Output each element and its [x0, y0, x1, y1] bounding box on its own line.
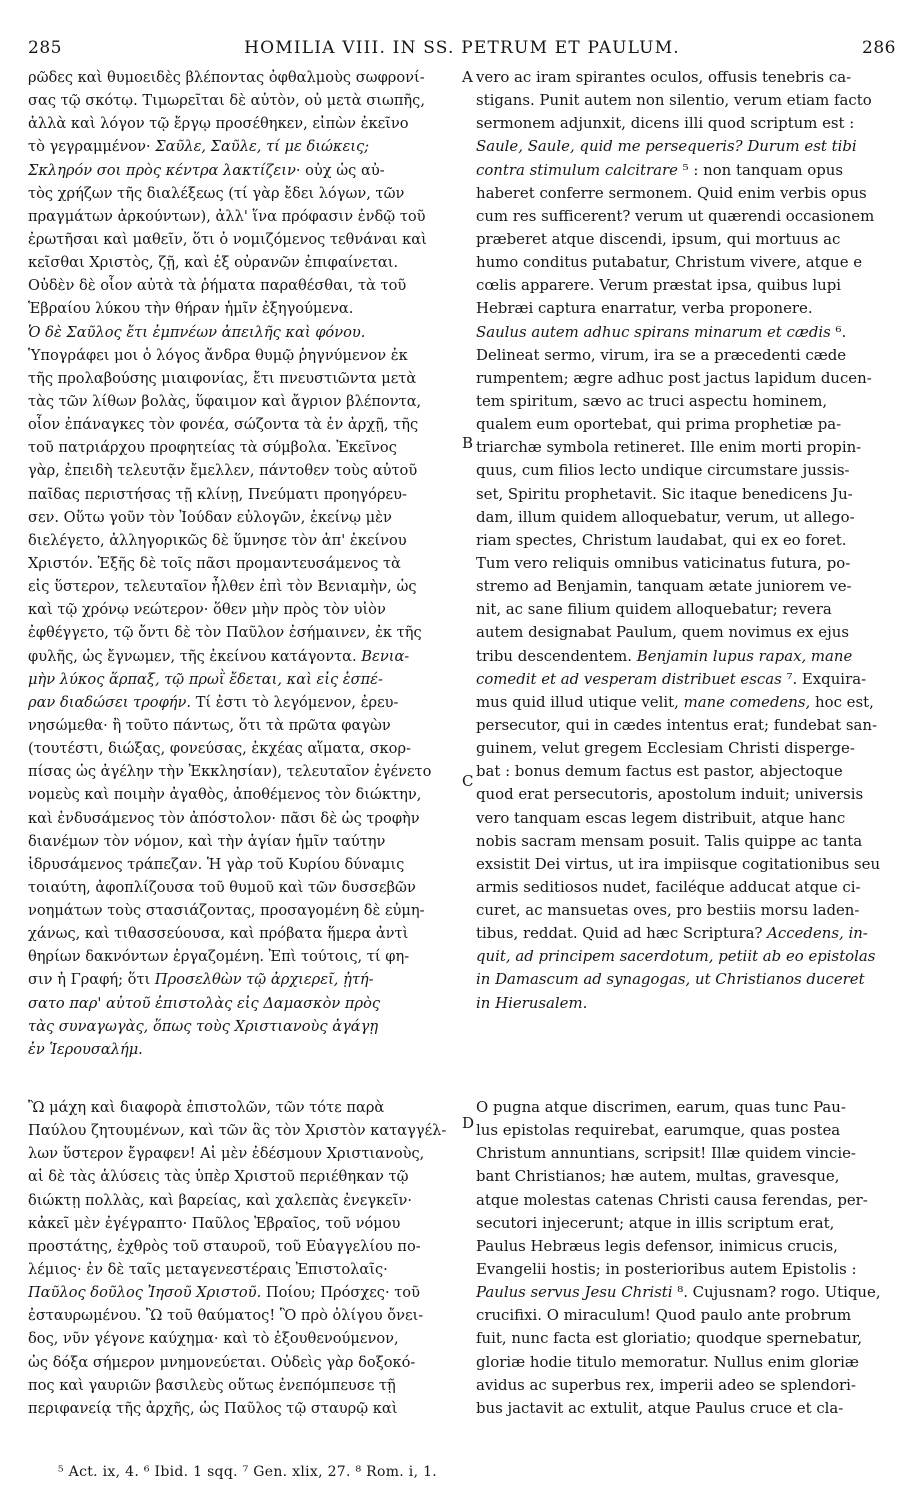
- text-line: [476, 552, 900, 575]
- italic-text: Paulus servus Jesu Christi: [476, 1283, 673, 1302]
- italic-text: σατο παρ' αὐτοῦ ἐπιστολὰς εἰς Δαμασκὸν πρὸς: [28, 994, 381, 1012]
- text-line: [28, 483, 468, 506]
- text-line: [476, 783, 900, 806]
- plain-text: κἀκεῖ μὲν ἐγέγραπτο· Παῦλος Ἑβραῖος, τοῦ νόμου: [28, 1214, 401, 1232]
- plain-text: qualem eum oportebat, qui prima prophetiæ pa-: [476, 415, 842, 434]
- text-line: [476, 1374, 900, 1397]
- plain-text: curet, ac mansuetas oves, pro bestiis morsu laden-: [476, 901, 860, 920]
- text-line: [28, 274, 468, 297]
- text-line: [28, 205, 468, 228]
- plain-text: stremo ad Benjamin, tanquam ætate juniorem ve-: [476, 577, 852, 596]
- text-line: [476, 853, 900, 876]
- text-line: [476, 1281, 900, 1304]
- text-line: [476, 760, 900, 783]
- text-line: [28, 668, 468, 691]
- text-line: [28, 1327, 468, 1350]
- text-line: [476, 135, 900, 158]
- plain-text: ⁶.: [830, 322, 847, 341]
- text-line: [28, 459, 468, 482]
- plain-text: præberet atque discendi, ipsum, qui mortuus ac: [476, 229, 841, 248]
- text-line: [476, 807, 900, 830]
- text-line: [28, 575, 468, 598]
- plain-text: σιν ἡ Γραφή; ὅτι: [28, 971, 155, 989]
- text-line: [28, 945, 468, 968]
- text-line: [28, 1096, 468, 1119]
- plain-text: δος, νῦν γέγονε καύχημα· καὶ τὸ ἐξουθενούμενον,: [28, 1330, 399, 1348]
- plain-text: σας τῷ σκότῳ. Τιμωρεῖται δὲ αὐτὸν, οὐ μετὰ σιωπῆς,: [28, 92, 425, 110]
- text-line: [28, 182, 468, 205]
- plain-text: tibus, reddat. Quid ad hæc Scriptura?: [476, 924, 768, 943]
- plain-text: armis seditiosos nudet, faciléque adducat atque ci-: [476, 877, 861, 896]
- text-line: [476, 159, 900, 182]
- italic-text: comedit et ad vesperam distribuet escas: [476, 669, 782, 688]
- text-line: [28, 1281, 468, 1304]
- text-line: [28, 251, 468, 274]
- text-line: [28, 159, 468, 182]
- plain-text: γὰρ, ἐπειδὴ τελευτᾷν ἔμελλεν, πάντοθεν τοὺς αὐτοῦ: [28, 462, 418, 480]
- text-line: [476, 1212, 900, 1235]
- plain-text: O pugna atque discrimen, earum, quas tunc Pau-: [476, 1098, 846, 1116]
- plain-text: ἀλλὰ καὶ λόγον τῷ ἔργῳ προσέθηκεν, εἰπὼν ἐκεῖνο: [28, 115, 409, 133]
- plain-text: hoc est,: [810, 692, 874, 711]
- text-line: [28, 760, 468, 783]
- plain-text: θηρίων δακνόντων ἐργαζομένη. Ἐπὶ τούτοις, τί φη-: [28, 948, 410, 966]
- plain-text: τοῦ πατριάρχου προφητείας τὰ σύμβολα. Ἐκεῖνος: [28, 439, 397, 457]
- text-line: [28, 1212, 468, 1235]
- margin-marker-c: C: [462, 772, 474, 790]
- text-line: [476, 483, 900, 506]
- text-line: [28, 321, 468, 344]
- text-line: [476, 274, 900, 297]
- text-line: [28, 598, 468, 621]
- text-line: [476, 251, 900, 274]
- plain-text: τὸ γεγραμμένον·: [28, 138, 156, 156]
- italic-text: in Hierusalem.: [476, 993, 588, 1012]
- plain-text: πος καὶ γαυριῶν βασιλεὺς οὕτως ἐνεπόμπευσε τῇ: [28, 1376, 396, 1394]
- text-line: [476, 830, 900, 853]
- italic-text: Προσελθὼν τῷ ἀρχιερεῖ, ᾐτή-: [154, 971, 374, 989]
- text-line: [28, 1258, 468, 1281]
- text-line: [476, 1258, 900, 1281]
- plain-text: ⁵ : non tanquam opus: [677, 160, 844, 179]
- plain-text: bat : bonus demum factus est pastor, abjectoque: [476, 762, 843, 781]
- text-line: [476, 899, 900, 922]
- text-line: [28, 691, 468, 714]
- plain-text: οἷον ἐπάναγκες τὸν φονέα, σώζοντα τὰ ἐν ἀρχῇ, τῆς: [28, 416, 419, 434]
- italic-text: Benjamin lupus rapax, mane: [636, 646, 853, 665]
- plain-text: διελέγετο, ἀλληγορικῶς δὲ ὕμνησε τὸν ἀπ' ἐκείνου: [28, 531, 407, 549]
- italic-text: Ὁ δὲ Σαῦλος ἔτι ἐμπνέων ἀπειλῆς καὶ φόνου.: [28, 323, 366, 341]
- text-line: [476, 1235, 900, 1258]
- plain-text: λων ὕστερον ἔγραφεν! Αἱ μὲν ἐδέσμουν Χριστιανοὺς,: [28, 1145, 425, 1163]
- text-line: [476, 876, 900, 899]
- text-line: [476, 691, 900, 714]
- plain-text: Tum vero reliquis omnibus vaticinatus futura, po-: [476, 553, 851, 572]
- text-line: [28, 1374, 468, 1397]
- plain-text: bus jactavit ac extulit, atque Paulus cruce et cla-: [476, 1398, 844, 1417]
- plain-text: nobis sacram mensam posuit. Talis quippe ac tanta: [476, 831, 863, 850]
- text-line: [28, 876, 468, 899]
- text-line: [28, 1038, 468, 1061]
- plain-text: καὶ τῷ χρόνῳ νεώτερον· ὅθεν μὴν πρὸς τὸν υἱὸν: [28, 601, 386, 619]
- plain-text: Ἑβραίου λύκου τὴν θήραν ἡμῖν ἐξηγούμενα.: [28, 300, 354, 318]
- plain-text: ⁷. Exquira-: [781, 669, 867, 688]
- plain-text: τῆς προλαβούσης μιαιφονίας, ἔτι πνευστιῶντα μετὰ: [28, 369, 417, 387]
- plain-text: εἰς ὕστερον, τελευταῖον ἦλθεν ἐπὶ τὸν Βενιαμὴν, ὡς: [28, 578, 417, 596]
- plain-text: lus epistolas requirebat, earumque, quas postea: [476, 1121, 841, 1140]
- plain-text: οὐχ ὡς αὐ-: [300, 161, 385, 179]
- running-header: [28, 38, 896, 62]
- page-number-right: 286: [862, 38, 896, 58]
- plain-text: τοιαύτη, ἀφοπλίζουσα τοῦ θυμοῦ καὶ τῶν δυσσεβῶν: [28, 878, 416, 896]
- text-line: [476, 297, 900, 320]
- text-line: [476, 436, 900, 459]
- plain-text: Evangelii hostis; in posterioribus autem Epistolis :: [476, 1259, 857, 1278]
- plain-text: set, Spiritu prophetavit. Sic itaque benedicens Ju-: [476, 484, 853, 503]
- plain-text: exsistit Dei virtus, ut ira impiisque cogitationibus seu: [476, 854, 881, 873]
- text-line: [476, 228, 900, 251]
- text-line: [28, 297, 468, 320]
- plain-text: avidus ac superbus rex, imperii adeo se splendori-: [476, 1375, 856, 1394]
- text-line: [476, 66, 900, 89]
- plain-text: νοημάτων τοὺς στασιάζοντας, προσαγομένη δὲ εὐμη-: [28, 902, 425, 920]
- plain-text: Delineat sermo, virum, ira se a præcedenti cæde: [476, 345, 847, 364]
- italic-text: Βενια-: [361, 647, 410, 665]
- text-line: [28, 135, 468, 158]
- plain-text: gloriæ hodie titulo memoratur. Nullus enim gloriæ: [476, 1352, 859, 1371]
- italic-text: Saulus autem adhuc spirans minarum et cædis: [476, 322, 831, 341]
- text-line: [476, 598, 900, 621]
- plain-text: ρῶδες καὶ θυμοειδὲς βλέποντας ὀφθαλμοὺς σωφρονί-: [28, 69, 425, 86]
- plain-text: triarchæ symbola retineret. Ille enim morti propin-: [476, 438, 862, 457]
- text-line: [28, 853, 468, 876]
- plain-text: διανέμων τὸν νόμον, καὶ τὴν ἁγίαν ἡμῖν ταύτην: [28, 832, 386, 850]
- text-line: [476, 645, 900, 668]
- text-line: [28, 621, 468, 644]
- plain-text: fuit, nunc facta est gloriatio; quodque spernebatur,: [476, 1329, 863, 1348]
- text-line: [476, 1304, 900, 1327]
- text-line: [28, 66, 468, 89]
- plain-text: Παύλου ζητουμένων, καὶ τῶν ἃς τὸν Χριστὸν καταγγέλ-: [28, 1122, 447, 1140]
- plain-text: προστάτης, ἐχθρὸς τοῦ σταυροῦ, τοῦ Εὐαγγελίου πο-: [28, 1237, 421, 1255]
- text-line: [476, 968, 900, 991]
- plain-text: secutori injecerunt; atque in illis scriptum erat,: [476, 1213, 835, 1232]
- plain-text: persecutor, qui in cædes intentus erat; fundebat san-: [476, 715, 878, 734]
- italic-text: quit, ad principem sacerdotum, petiit ab eo epistolas: [476, 947, 876, 966]
- text-line: [476, 182, 900, 205]
- plain-text: Christum annuntians, scripsit! Illæ quidem vincie-: [476, 1144, 856, 1163]
- text-line: [476, 922, 900, 945]
- plain-text: Οὐδὲν δὲ οἷον αὐτὰ τὰ ῥήματα παραθέσθαι, τὰ τοῦ: [28, 277, 407, 295]
- text-line: [28, 344, 468, 367]
- plain-text: dam, illum quidem alloquebatur, verum, ut allego-: [476, 507, 855, 526]
- italic-text: ἐν Ἱερουσαλήμ.: [28, 1040, 143, 1058]
- plain-text: ὡς δόξα σήμερον μνημονεύεται. Οὐδεὶς γὰρ δοξοκό-: [28, 1353, 416, 1371]
- plain-text: Ποίου; Πρόσχες· τοῦ: [261, 1284, 420, 1302]
- text-line: [476, 321, 900, 344]
- italic-text: mane comedens,: [683, 692, 811, 711]
- plain-text: κεῖσθαι Χριστὸς, ζῇ, καὶ ἐξ οὐρανῶν ἐπιφαίνεται.: [28, 254, 399, 272]
- text-line: [476, 621, 900, 644]
- plain-text: λέμιος· ἐν δὲ ταῖς μεταγενεστέραις Ἐπιστολαῖς·: [28, 1260, 388, 1278]
- plain-text: Ὢ μάχη καὶ διαφορὰ ἐπιστολῶν, τῶν τότε παρὰ: [28, 1099, 385, 1116]
- plain-text: Hebræi captura enarratur, verba proponere.: [476, 299, 813, 318]
- plain-text: νομεὺς καὶ ποιμὴν ἀγαθὸς, ἀποθέμενος τὸν διώκτην,: [28, 786, 422, 804]
- plain-text: nit, ac sane filium quidem alloquebatur; revera: [476, 600, 832, 619]
- text-line: [476, 575, 900, 598]
- plain-text: νησώμεθα· ἢ τοῦτο πάντως, ὅτι τὰ πρῶτα φαγὼν: [28, 716, 391, 734]
- italic-text: Παῦλος δοῦλος Ἰησοῦ Χριστοῦ.: [28, 1284, 262, 1302]
- text-line: [28, 1015, 468, 1038]
- plain-text: αἱ δὲ τὰς ἁλύσεις τὰς ὑπὲρ Χριστοῦ περιέθηκαν τῷ: [28, 1168, 409, 1186]
- plain-text: ἐσταυρωμένου. Ὢ τοῦ θαύματος! Ὃ πρὸ ὀλίγου ὄνει-: [28, 1307, 424, 1325]
- plain-text: σεν. Οὕτω γοῦν τὸν Ἰούδαν εὐλογῶν, ἐκείνῳ μὲν: [28, 508, 392, 526]
- italic-text: μὴν λύκος ἅρπαξ, τῷ πρωῒ ἔδεται, καὶ εἰς ἑσπέ-: [28, 670, 383, 688]
- plain-text: quod erat persecutoris, apostolum induit; universis: [476, 785, 864, 804]
- text-line: [476, 945, 900, 968]
- text-line: [28, 529, 468, 552]
- italic-text: Saule, Saule, quid me persequeris? Durum est tibi: [476, 137, 857, 156]
- text-line: [476, 668, 900, 691]
- italic-text: ραν διαδώσει τροφήν.: [28, 693, 192, 711]
- text-line: [28, 807, 468, 830]
- italic-text: Σκληρόν σοι πρὸς κέντρα λακτίζειν·: [28, 161, 301, 179]
- text-line: [476, 1351, 900, 1374]
- plain-text: rumpentem; ægre adhuc post jactus lapidum ducen-: [476, 368, 872, 387]
- text-line: [28, 413, 468, 436]
- plain-text: ἱδρυσάμενος τράπεζαν. Ἡ γὰρ τοῦ Κυρίου δύναμις: [28, 855, 405, 873]
- text-line: [476, 506, 900, 529]
- plain-text: Ὑπογράφει μοι ὁ λόγος ἄνδρα θυμῷ ῥηγνύμενον ἐκ: [28, 346, 408, 364]
- plain-text: crucifixi. O miraculum! Quod paulo ante probrum: [476, 1306, 852, 1325]
- text-line: [28, 1235, 468, 1258]
- italic-text: in Damascum ad synagogas, ut Christianos duceret: [476, 970, 865, 989]
- text-line: [476, 413, 900, 436]
- text-line: [28, 436, 468, 459]
- plain-text: τὰς τῶν λίθων βολὰς, ὕφαιμον καὶ ἄγριον βλέποντα,: [28, 392, 422, 410]
- text-line: [28, 1142, 468, 1165]
- text-line: [28, 714, 468, 737]
- text-line: [28, 992, 468, 1015]
- text-line: [476, 529, 900, 552]
- plain-text: haberet conferre sermonem. Quid enim verbis opus: [476, 183, 867, 202]
- text-line: [28, 390, 468, 413]
- plain-text: καὶ ἐνδυσάμενος τὸν ἀπόστολον· πᾶσι δὲ ὡς τροφὴν: [28, 809, 420, 827]
- text-line: [476, 992, 900, 1015]
- margin-marker-a: A: [462, 68, 473, 86]
- italic-text: Accedens, in-: [767, 924, 868, 943]
- plain-text: mus quid illud utique velit,: [476, 692, 684, 711]
- plain-text: πίσας ὡς ἀγέλην τὴν Ἐκκλησίαν), τελευταῖον ἐγένετο: [28, 763, 432, 781]
- text-line: [28, 899, 468, 922]
- italic-text: contra stimulum calcitrare: [476, 160, 678, 179]
- plain-text: ⁸. Cujusnam? rogo. Utique,: [672, 1283, 881, 1302]
- text-line: [476, 1142, 900, 1165]
- plain-text: παῖδας περιστήσας τῇ κλίνῃ, Πνεύματι προηγόρευ-: [28, 485, 407, 503]
- text-line: [28, 645, 468, 668]
- text-line: [28, 552, 468, 575]
- text-line: [476, 1165, 900, 1188]
- greek-column-top: [28, 66, 468, 1061]
- plain-text: atque molestas catenas Christi causa ferendas, per-: [476, 1190, 868, 1209]
- plain-text: sermonem adjunxit, dicens illi quod scriptum est :: [476, 114, 855, 133]
- plain-text: bant Christianos; hæ autem, multas, gravesque,: [476, 1167, 840, 1186]
- plain-text: guinem, velut gregem Ecclesiam Christi disperge-: [476, 739, 855, 758]
- footnotes: ⁵ Act. ix, 4. ⁶ Ibid. 1 sqq. ⁷ Gen. xlix, 27. ⁸ Rom. i, 1.: [58, 1464, 438, 1480]
- plain-text: χάνως, καὶ τιθασσεύουσα, καὶ πρόβατα ἥμερα ἀντὶ: [28, 925, 409, 943]
- text-line: [476, 205, 900, 228]
- running-title: HOMILIA VIII. IN SS. PETRUM ET PAULUM.: [244, 38, 680, 58]
- text-line: [28, 1351, 468, 1374]
- margin-marker-d: D: [462, 1114, 475, 1132]
- text-line: [28, 89, 468, 112]
- text-line: [476, 1119, 900, 1142]
- text-line: [28, 922, 468, 945]
- latin-column-top: [476, 66, 900, 1015]
- text-line: [28, 112, 468, 135]
- text-line: [28, 1165, 468, 1188]
- plain-text: (τουτέστι, διώξας, φονεύσας, ἐκχέας αἵματα, σκορ-: [28, 740, 411, 758]
- text-line: [476, 714, 900, 737]
- text-line: [28, 228, 468, 251]
- text-line: [476, 1327, 900, 1350]
- plain-text: tribu descendentem.: [476, 646, 637, 665]
- plain-text: Paulus Hebræus legis defensor, inimicus crucis,: [476, 1236, 838, 1255]
- plain-text: tem spiritum, sævo ac truci aspectu hominem,: [476, 391, 828, 410]
- text-line: [476, 390, 900, 413]
- page-number-left: 285: [28, 38, 62, 58]
- plain-text: vero ac iram spirantes oculos, offusis tenebris ca-: [476, 68, 852, 86]
- plain-text: vero tanquam escas legem distribuit, atque hanc: [476, 808, 846, 827]
- italic-text: τὰς συναγωγὰς, ὅπως τοὺς Χριστιανοὺς ἀγάγῃ: [28, 1017, 379, 1035]
- plain-text: φυλῆς, ὡς ἔγνωμεν, τῆς ἐκείνου κατάγοντα.: [28, 647, 362, 665]
- text-line: [28, 1189, 468, 1212]
- text-line: [28, 830, 468, 853]
- text-line: [476, 737, 900, 760]
- text-line: [28, 506, 468, 529]
- margin-marker-b: B: [462, 434, 474, 452]
- text-line: [28, 783, 468, 806]
- plain-text: cœlis apparere. Verum præstat ipsa, quibus lupi: [476, 276, 842, 295]
- plain-text: humo conditus putabatur, Christum vivere, atque e: [476, 253, 863, 272]
- plain-text: cum res sufficerent? verum ut quærendi occasionem: [476, 206, 875, 225]
- text-line: [28, 968, 468, 991]
- plain-text: ἐφθέγγετο, τῷ ὄντι δὲ τὸν Παῦλον ἐσήμαινεν, ἐκ τῆς: [28, 624, 422, 642]
- plain-text: riam spectes, Christum laudabat, qui ex eo foret.: [476, 530, 847, 549]
- text-line: [476, 459, 900, 482]
- latin-column-bottom: [476, 1096, 900, 1420]
- plain-text: autem designabat Paulum, quem novimus ex ejus: [476, 623, 849, 642]
- plain-text: ἐρωτῆσαι καὶ μαθεῖν, ὅτι ὁ νομιζόμενος τεθνάναι καὶ: [28, 230, 427, 248]
- text-line: [28, 1304, 468, 1327]
- text-line: [28, 737, 468, 760]
- text-line: [476, 344, 900, 367]
- plain-text: διώκτῃ πολλὰς, καὶ βαρείας, καὶ χαλεπὰς ἐνεγκεῖν·: [28, 1191, 412, 1209]
- text-line: [28, 1119, 468, 1142]
- plain-text: Τί ἐστι τὸ λεγόμενον, ἐρευ-: [191, 693, 399, 711]
- text-line: [476, 367, 900, 390]
- text-line: [476, 89, 900, 112]
- text-line: [28, 1397, 468, 1420]
- plain-text: stigans. Punit autem non silentio, verum etiam facto: [476, 91, 872, 110]
- plain-text: τὸς χρήζων τῆς διαλέξεως (τί γὰρ ἔδει λόγων, τῶν: [28, 184, 405, 202]
- text-line: [476, 112, 900, 135]
- plain-text: περιφανείᾳ τῆς ἀρχῆς, ὡς Παῦλος τῷ σταυρῷ καὶ: [28, 1399, 398, 1417]
- italic-text: Σαῦλε, Σαῦλε, τί με διώκεις;: [155, 138, 370, 156]
- text-line: [476, 1397, 900, 1420]
- text-line: [476, 1189, 900, 1212]
- plain-text: πραγμάτων ἀρκούντων), ἀλλ' ἵνα πρόφασιν ἐνδῷ τοῦ: [28, 207, 426, 225]
- text-line: [28, 367, 468, 390]
- plain-text: quus, cum filios lecto undique circumstare jussis-: [476, 461, 850, 480]
- text-line: [476, 1096, 900, 1119]
- greek-column-bottom: [28, 1096, 468, 1420]
- plain-text: Χριστόν. Ἑξῆς δὲ τοῖς πᾶσι προμαντευσάμενος τὰ: [28, 554, 401, 572]
